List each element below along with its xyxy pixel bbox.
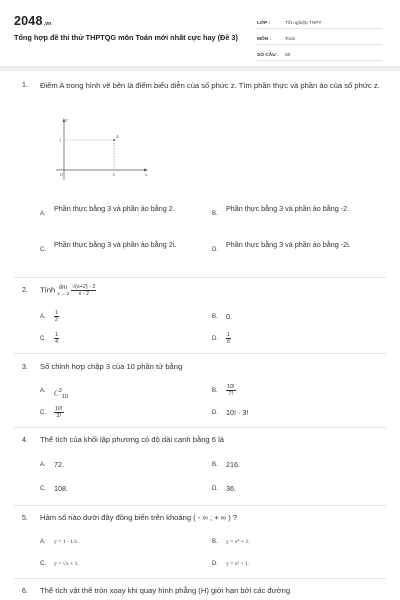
option-label: A. [40,314,46,320]
option-text: y = x⁴ + 1. [226,539,250,545]
tick-y-label: 2 [59,137,61,143]
option-fraction [54,332,59,345]
option-text: 10! · 3! [226,408,249,417]
numerator: 1 [55,310,58,316]
question-number: 6. [22,588,28,595]
numerator: 10! [227,384,235,390]
option-text: y = 1 - 1/x . [54,539,81,545]
meta-value: 50 [285,53,291,58]
question-text: Điểm A trong hình vẽ bên là điểm biểu diễn của số phức z. Tìm phần thực và phần ảo của số phức z. [40,81,380,90]
option-label: D. [212,410,218,416]
question-separator [14,277,386,278]
question-number: 5. [22,515,28,522]
option-label: B. [212,388,218,394]
option-label: A. [40,539,46,545]
question-number: 4. [22,437,28,444]
option-text: y = √x + 1. [54,561,79,567]
option-subscript: 10 [61,393,68,400]
numerator: 1 [227,332,230,338]
logo-main: 2048 [14,14,43,28]
question-prefix: Tính [40,285,56,295]
origin-label: O [60,172,63,177]
option-text [54,332,204,345]
option-text [54,310,204,323]
option-text: 0. [226,312,232,321]
option-label: D. [212,247,218,253]
question-separator [14,578,386,579]
option-label: C. [40,410,46,416]
meta-value: Toán [285,37,296,42]
option-superscript: 3 [58,388,62,394]
option-text: Phần thực bằng 3 và phần ảo bằng 2i. [54,240,177,249]
denominator: 4 [55,339,58,345]
option-label: A. [40,388,46,394]
numerator: 1 [55,332,58,338]
meta-row-class [257,14,382,29]
x-axis-label: x [145,172,147,177]
option-label: C. [40,247,46,253]
option-label: B. [212,211,218,217]
option-text: Phần thực bằng 3 và phần ảo bằng -2. [226,204,350,213]
question-text [40,284,380,297]
option-text [226,384,376,397]
question-separator [14,353,386,354]
header-divider [0,66,400,71]
option-text: Phần thực bằng 3 và phần ảo bằng -2i. [226,240,351,249]
limit-fraction [71,284,96,297]
option-fraction [226,384,236,397]
option-fraction [54,406,64,419]
meta-row-count [257,46,382,61]
point-a [113,139,115,141]
denominator: 2 [55,317,58,323]
question-text: Số chỉnh hợp chập 3 của 10 phần tử bằng [40,362,183,371]
option-label: A. [40,211,46,217]
option-text: Phần thực bằng 3 và phần ảo bằng 2. [54,204,175,213]
logo-sub: .vn [43,21,52,27]
numerator: 10! [55,406,63,412]
option-label: B. [212,462,218,468]
combination-symbol: C [54,389,59,398]
limit-expression [57,285,69,297]
option-label: C. [40,336,46,342]
question-text: Thể tích của khối lập phương có độ dài cạnh bằng 6 là [40,435,225,444]
question-number: 3. [22,364,28,371]
option-fraction [226,332,231,345]
option-fraction [54,310,59,323]
option-text [54,406,204,419]
option-label: C. [40,561,46,567]
meta-row-subject [257,30,382,45]
y-axis-label: y [66,117,68,122]
option-label: C. [40,486,46,492]
option-text: 36. [226,484,236,493]
question-number: 2. [22,287,28,294]
document-title: Tổng hợp đề thi thử THPTQG môn Toán mới nhất cực hay (Đề 3) [14,33,238,42]
meta-value: Tốt nghiệp THPT [285,21,322,26]
denominator: 7! [228,391,233,397]
question-text: Hàm số nào dưới đây đồng biến trên khoảng ( - ∞ ; + ∞ ) ? [40,513,238,522]
site-logo[interactable] [14,14,51,28]
meta-label: SỐ CÂU : [257,53,279,58]
tick-x-label: 3 [112,172,115,177]
option-label: B. [212,314,218,320]
option-text: 108. [54,484,68,493]
document-meta [257,14,382,62]
limit-subscript: x → 2 [57,290,70,296]
question-text: Thể tích vật thể tròn xoay khi quay hình phẳng (H) giới hạn bởi các đường [40,586,291,595]
meta-label: LỚP : [257,21,271,26]
option-label: A. [40,462,46,468]
point-a-label: A [116,134,119,139]
fraction-denominator: x - 2 [78,291,90,297]
option-label: B. [212,539,218,545]
option-label: D. [212,561,218,567]
question-separator [14,505,386,506]
denominator: 6 [227,339,230,345]
document-header [0,0,400,62]
option-text [54,386,204,402]
fraction-numerator: √(x+2) - 2 [72,284,96,290]
question-number: 1. [22,82,28,89]
denominator: 3! [56,413,61,419]
option-label: D. [212,336,218,342]
option-text: 72. [54,460,64,469]
meta-label: MÔN : [257,37,272,42]
option-text [226,332,376,345]
complex-plane-figure [52,115,152,185]
option-text: 216. [226,460,240,469]
option-label: D. [212,486,218,492]
option-text: y = x³ + 1. [226,561,250,567]
limit-word: lim [59,283,68,291]
question-separator [14,427,386,428]
